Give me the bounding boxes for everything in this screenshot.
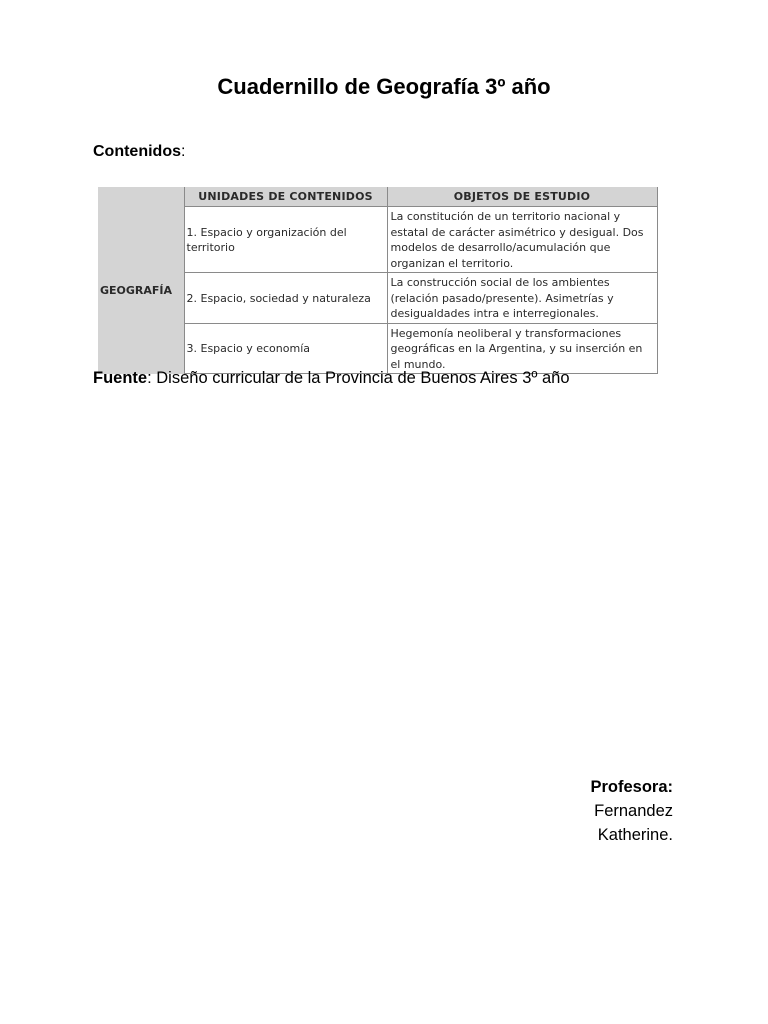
- objects-cell: La construcción social de los ambientes (relación pasado/presente). Asimetrías y desigualdades intra e interregionales.: [387, 273, 657, 324]
- unit-cell: 1. Espacio y organización del territorio: [184, 207, 387, 273]
- column-header-units: UNIDADES DE CONTENIDOS: [184, 187, 387, 207]
- objects-cell: Hegemonía neoliberal y transformaciones geográficas en la Argentina, y su inserción en el mundo.: [387, 323, 657, 374]
- document-title: Cuadernillo de Geografía 3º año: [217, 74, 551, 99]
- teacher-signature-block: [590, 775, 673, 847]
- unit-cell: 2. Espacio, sociedad y naturaleza: [184, 273, 387, 324]
- table-corner-cell: [98, 187, 184, 207]
- teacher-name: Katherine.: [597, 826, 673, 844]
- area-cell: GEOGRAFÍA: [98, 207, 184, 374]
- source-line: [93, 369, 570, 388]
- teacher-surname: Fernandez: [594, 802, 673, 820]
- contents-colon: :: [181, 143, 186, 160]
- curriculum-table: [98, 187, 658, 374]
- unit-cell: 3. Espacio y economía: [184, 323, 387, 374]
- objects-cell: La constitución de un territorio nacional y estatal de carácter asimétrico y desigual. Dos modelos de desarrollo/acumulación que organizan el territorio.: [387, 207, 657, 273]
- table-header-row: [98, 187, 657, 207]
- teacher-role: Profesora:: [590, 778, 673, 796]
- source-text: : Diseño curricular de la Provincia de Buenos Aires 3º año: [147, 369, 570, 387]
- curriculum-table-image: [98, 187, 657, 371]
- contents-heading: [93, 143, 185, 161]
- table-row: [98, 207, 657, 273]
- column-header-objects: OBJETOS DE ESTUDIO: [387, 187, 657, 207]
- source-label: Fuente: [93, 369, 148, 387]
- contents-label: Contenidos: [93, 143, 181, 160]
